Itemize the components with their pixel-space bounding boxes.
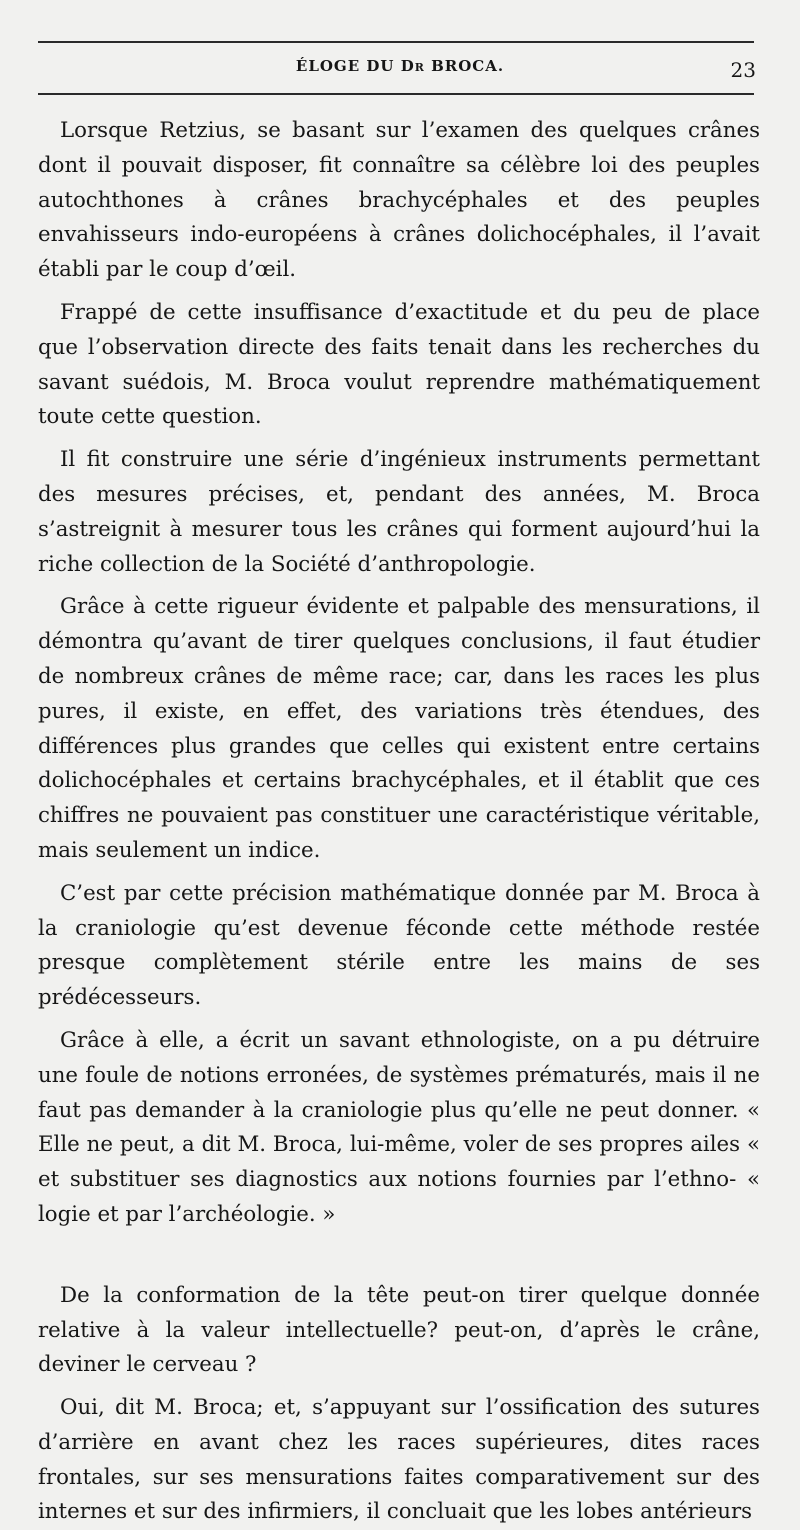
paragraph-grace-a-elle: Grâce à elle, a écrit un savant ethnologiste, on a pu détruire une foule de notions erronées, de systèmes prématurés, mais il ne faut pas demander à la craniologie plus qu’elle ne peut donner. « Elle ne peut, a dit M. Broca, lui-même, voler de ses propres ailes « et substituer ses diagnostics aux notions fournies par l’ethno- « logie et par l’archéologie. » (38, 1027, 760, 1227)
running-head: ÉLOGE DU Dr BROCA. (295, 57, 505, 75)
header-rule-bottom (38, 93, 754, 95)
paragraph-conformation: De la conformation de la tête peut-on tirer quelque donnée relative à la valeur intellectuelle? peut-on, d’après le crâne, deviner le cerveau ? (38, 1282, 760, 1378)
page-number: 23 (730, 58, 756, 82)
paragraph-precision: C’est par cette précision mathématique donnée par M. Broca à la craniologie qu’est devenue féconde cette méthode restée presque complètement stérile entre les mains de ses prédécesseurs. (38, 880, 760, 1011)
paragraph-retzius: Lorsque Retzius, se basant sur l’examen des quelques crânes dont il pouvait disposer, fit connaître sa célèbre loi des peuples autochthones à crânes brachycéphales et des peuples envahisseurs indo-européens à crânes dolichocéphales, il l’avait établi par le coup d’œil. (38, 118, 760, 283)
header-rule-top (38, 41, 754, 43)
paragraph-insuffisance: Frappé de cette insuffisance d’exactitude et du peu de place que l’observation directe des faits tenait dans les recherches du savant suédois, M. Broca voulut reprendre mathématiquement toute cette question. (38, 299, 760, 430)
paragraph-mensurations: Grâce à cette rigueur évidente et palpable des mensurations, il démontra qu’avant de tirer quelques conclusions, il faut étudier de nombreux crânes de même race; car, dans les races les plus pures, il existe, en effet, des variations très étendues, des différences plus grandes que celles qui existent entre certains dolichocéphales et certains brachycéphales, et il établit que ces chiffres ne pouvaient pas constituer une caractéristique véritable, mais seulement un indice. (38, 594, 760, 863)
paragraph-oui-dit-broca: Oui, dit M. Broca; et, s’appuyant sur l’ossification des sutures d’arrière en avant chez les races supérieures, dites races frontales, sur ses mensurations faites comparativement sur des internes et sur des infirmiers, il concluait que les lobes antérieurs (38, 1395, 760, 1525)
paragraph-instruments: Il fit construire une série d’ingénieux instruments permettant des mesures précises, et, pendant des années, M. Broca s’astreignit à mesurer tous les crânes qui forment aujourd’hui la riche collection de la Société d’anthropologie. (38, 447, 760, 577)
body-text (38, 114, 760, 1530)
